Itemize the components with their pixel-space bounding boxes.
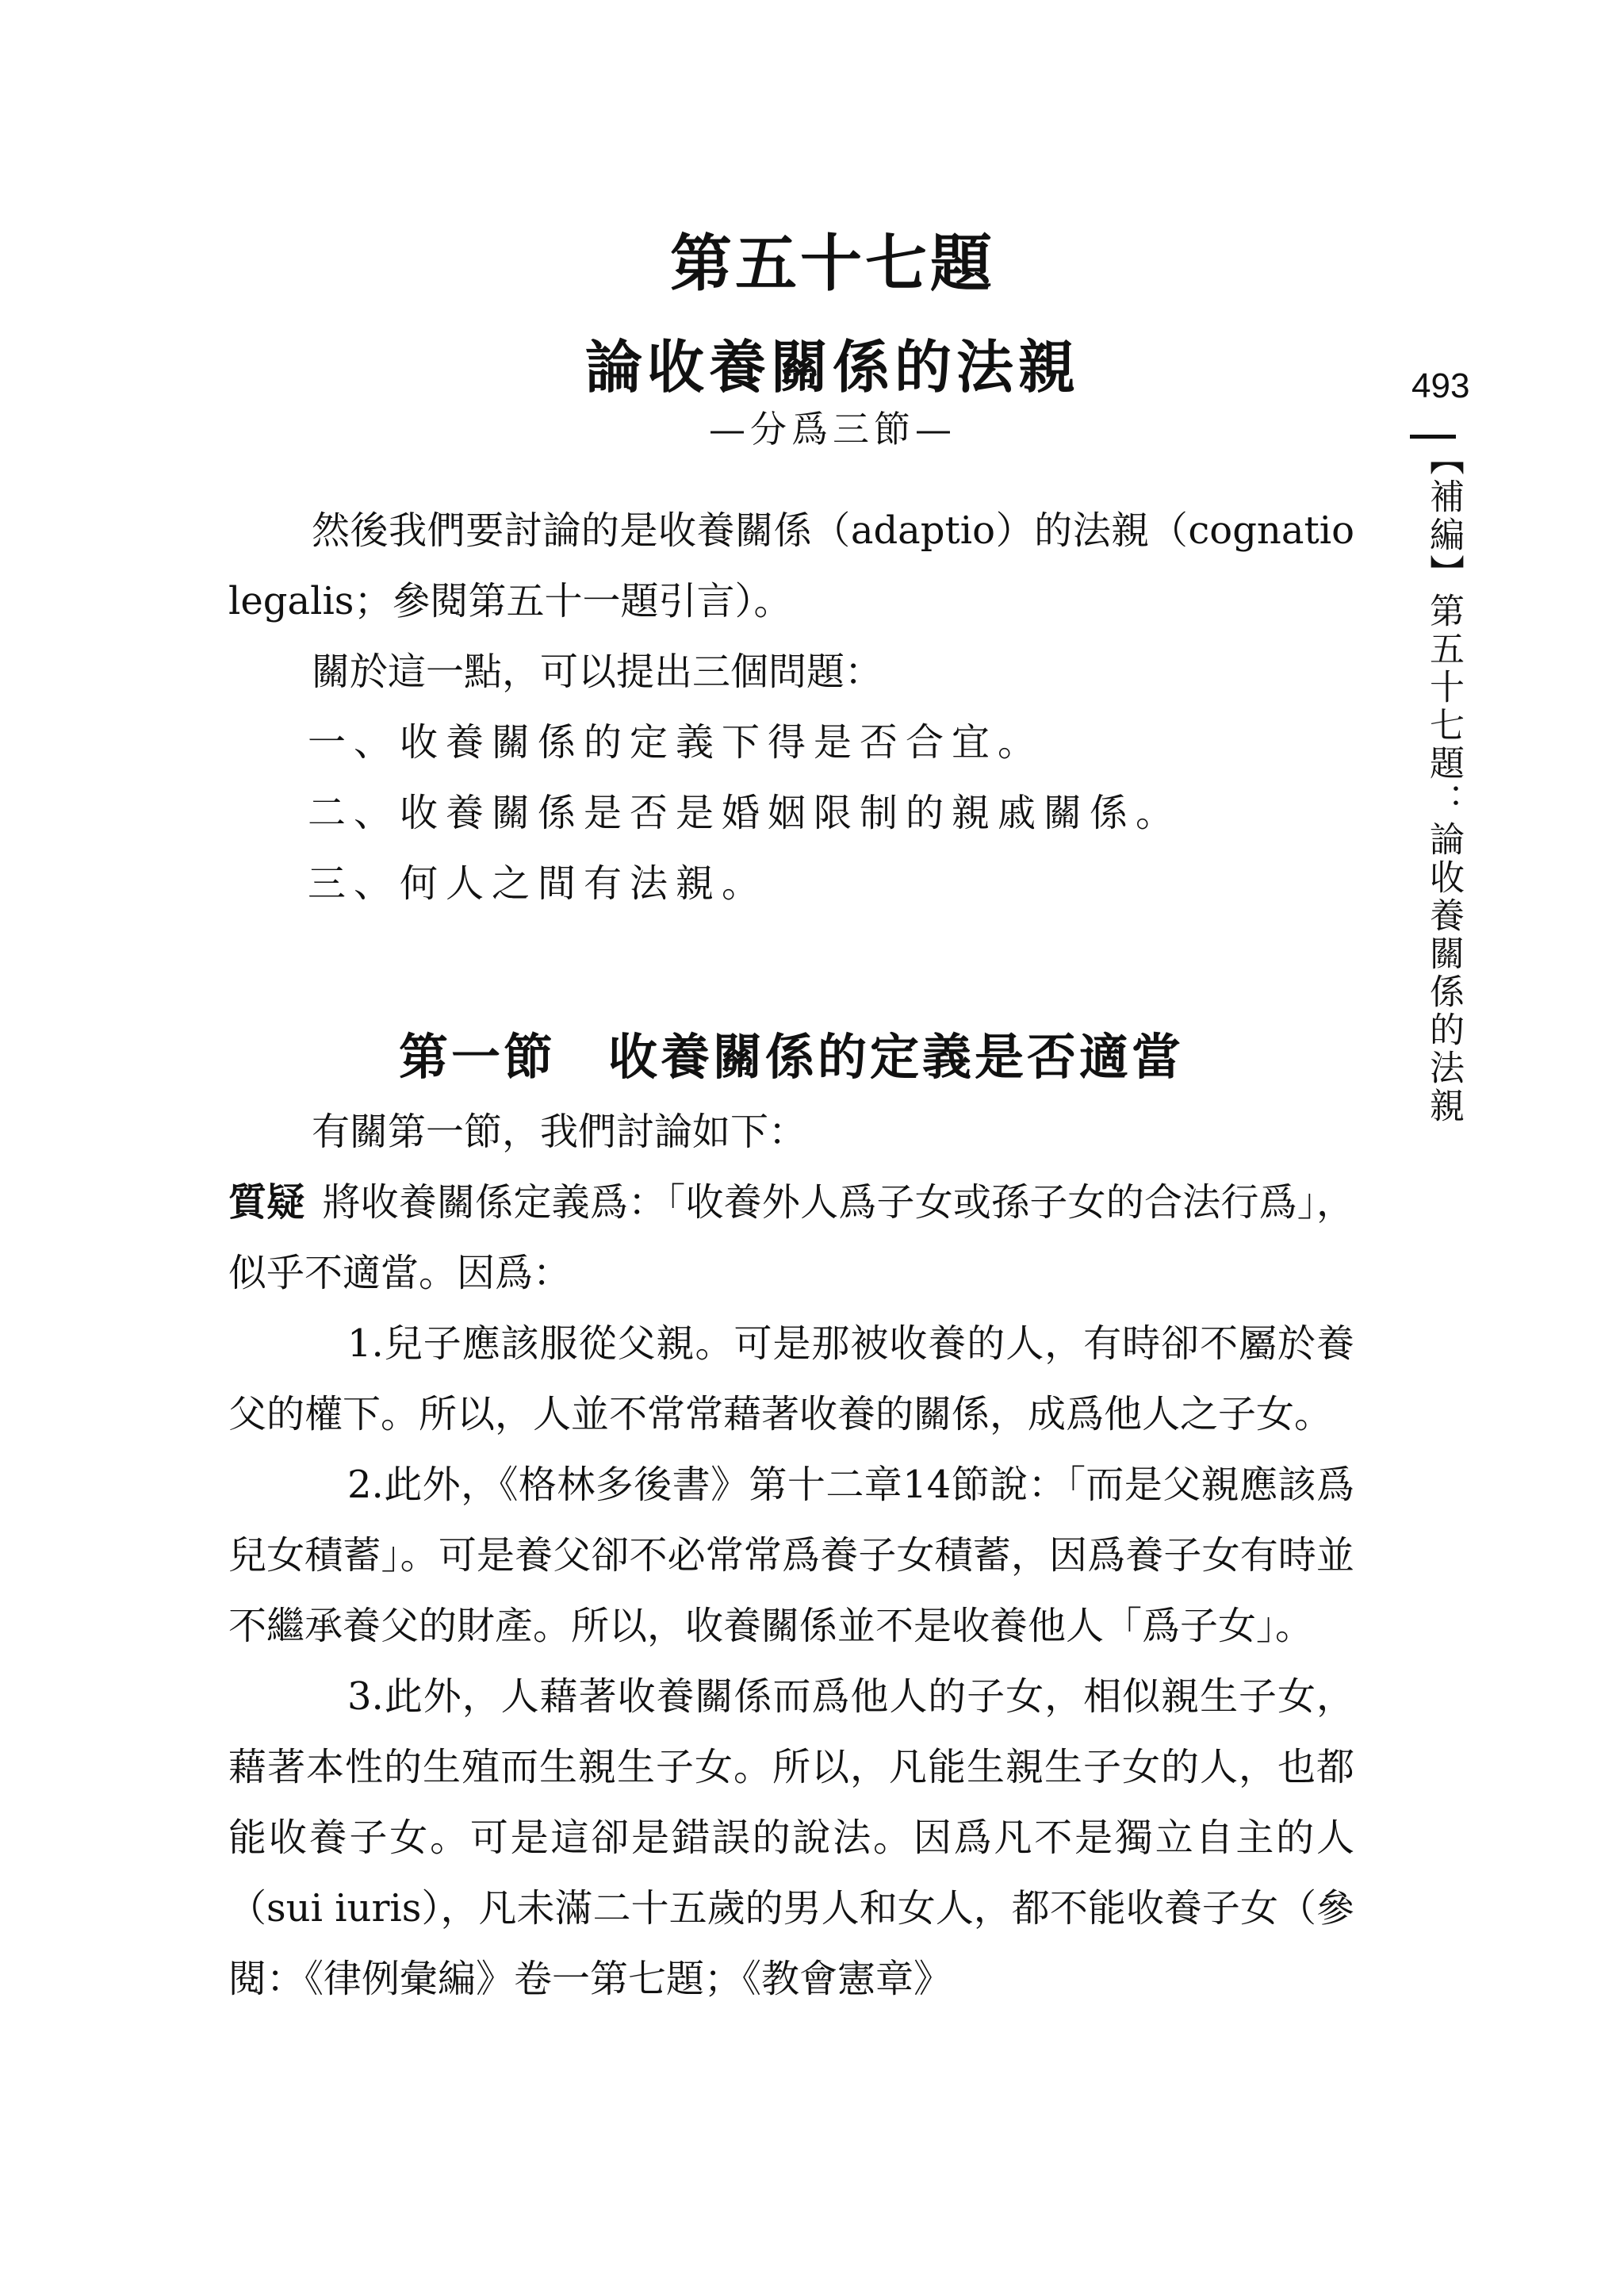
objection-label: 質疑 bbox=[228, 1180, 305, 1225]
question-subtitle: —分爲三節— bbox=[709, 408, 956, 451]
objection-paragraph bbox=[228, 1168, 1354, 1309]
question-item-3: 三、何人之間有法親。 bbox=[308, 861, 768, 906]
question-title: 論收養關係的法親 bbox=[584, 333, 1080, 401]
intro-block bbox=[228, 496, 1354, 919]
section-1 bbox=[228, 1018, 1354, 2015]
section-heading: 第一節 收養關係的定義是否適當 bbox=[398, 1028, 1184, 1086]
objection-point-3: 3.此外，人藉著收養關係而爲他人的子女，相似親生子女，藉著本性的生殖而生親生子女。所以，凡能生親生子女的人，也都能收養子女。可是這卻是錯誤的說法。因爲凡不是獨立自主的人（sui iuris），凡未滿二十五歲的男人和女人，都不能收養子女（參閱：《律例彙編》卷一第七題；《教會憲章》 bbox=[228, 1674, 1354, 2001]
page-number: 493 bbox=[1411, 366, 1470, 405]
question-item-1: 一、收養關係的定義下得是否合宜。 bbox=[308, 720, 1044, 765]
running-head-rule bbox=[1410, 435, 1456, 439]
running-head: 【補編】第五十七題：論收養關係的法親 bbox=[1423, 440, 1464, 1125]
intro-paragraph: 然後我們要討論的是收養關係（adaptio）的法親（cognatio legalis；參閱第五十一題引言）。 bbox=[228, 508, 1354, 623]
objection-point-2: 2.此外，《格林多後書》第十二章14節說：「而是父親應該爲兒女積蓄」。可是養父卻不必常常爲養子女積蓄，因爲養子女有時並不繼承養父的財產。所以，收養關係並不是收養他人「爲子女」。 bbox=[228, 1463, 1354, 1648]
objection-point-1: 1.兒子應該服從父親。可是那被收養的人，有時卻不屬於養父的權下。所以，人並不常常藉著收養的關係，成爲他人之子女。 bbox=[228, 1321, 1354, 1436]
question-item-2: 二、收養關係是否是婚姻限制的親戚關係。 bbox=[308, 791, 1182, 835]
intro-questions-lead: 關於這一點，可以提出三個問題： bbox=[312, 650, 883, 694]
section-lead: 有關第一節，我們討論如下： bbox=[312, 1110, 807, 1154]
objection-text: 將收養關係定義爲：「收養外人爲子女或孫子女的合法行爲」，似乎不適當。因爲： bbox=[228, 1180, 1354, 1295]
question-number: 第五十七題 bbox=[669, 228, 995, 300]
